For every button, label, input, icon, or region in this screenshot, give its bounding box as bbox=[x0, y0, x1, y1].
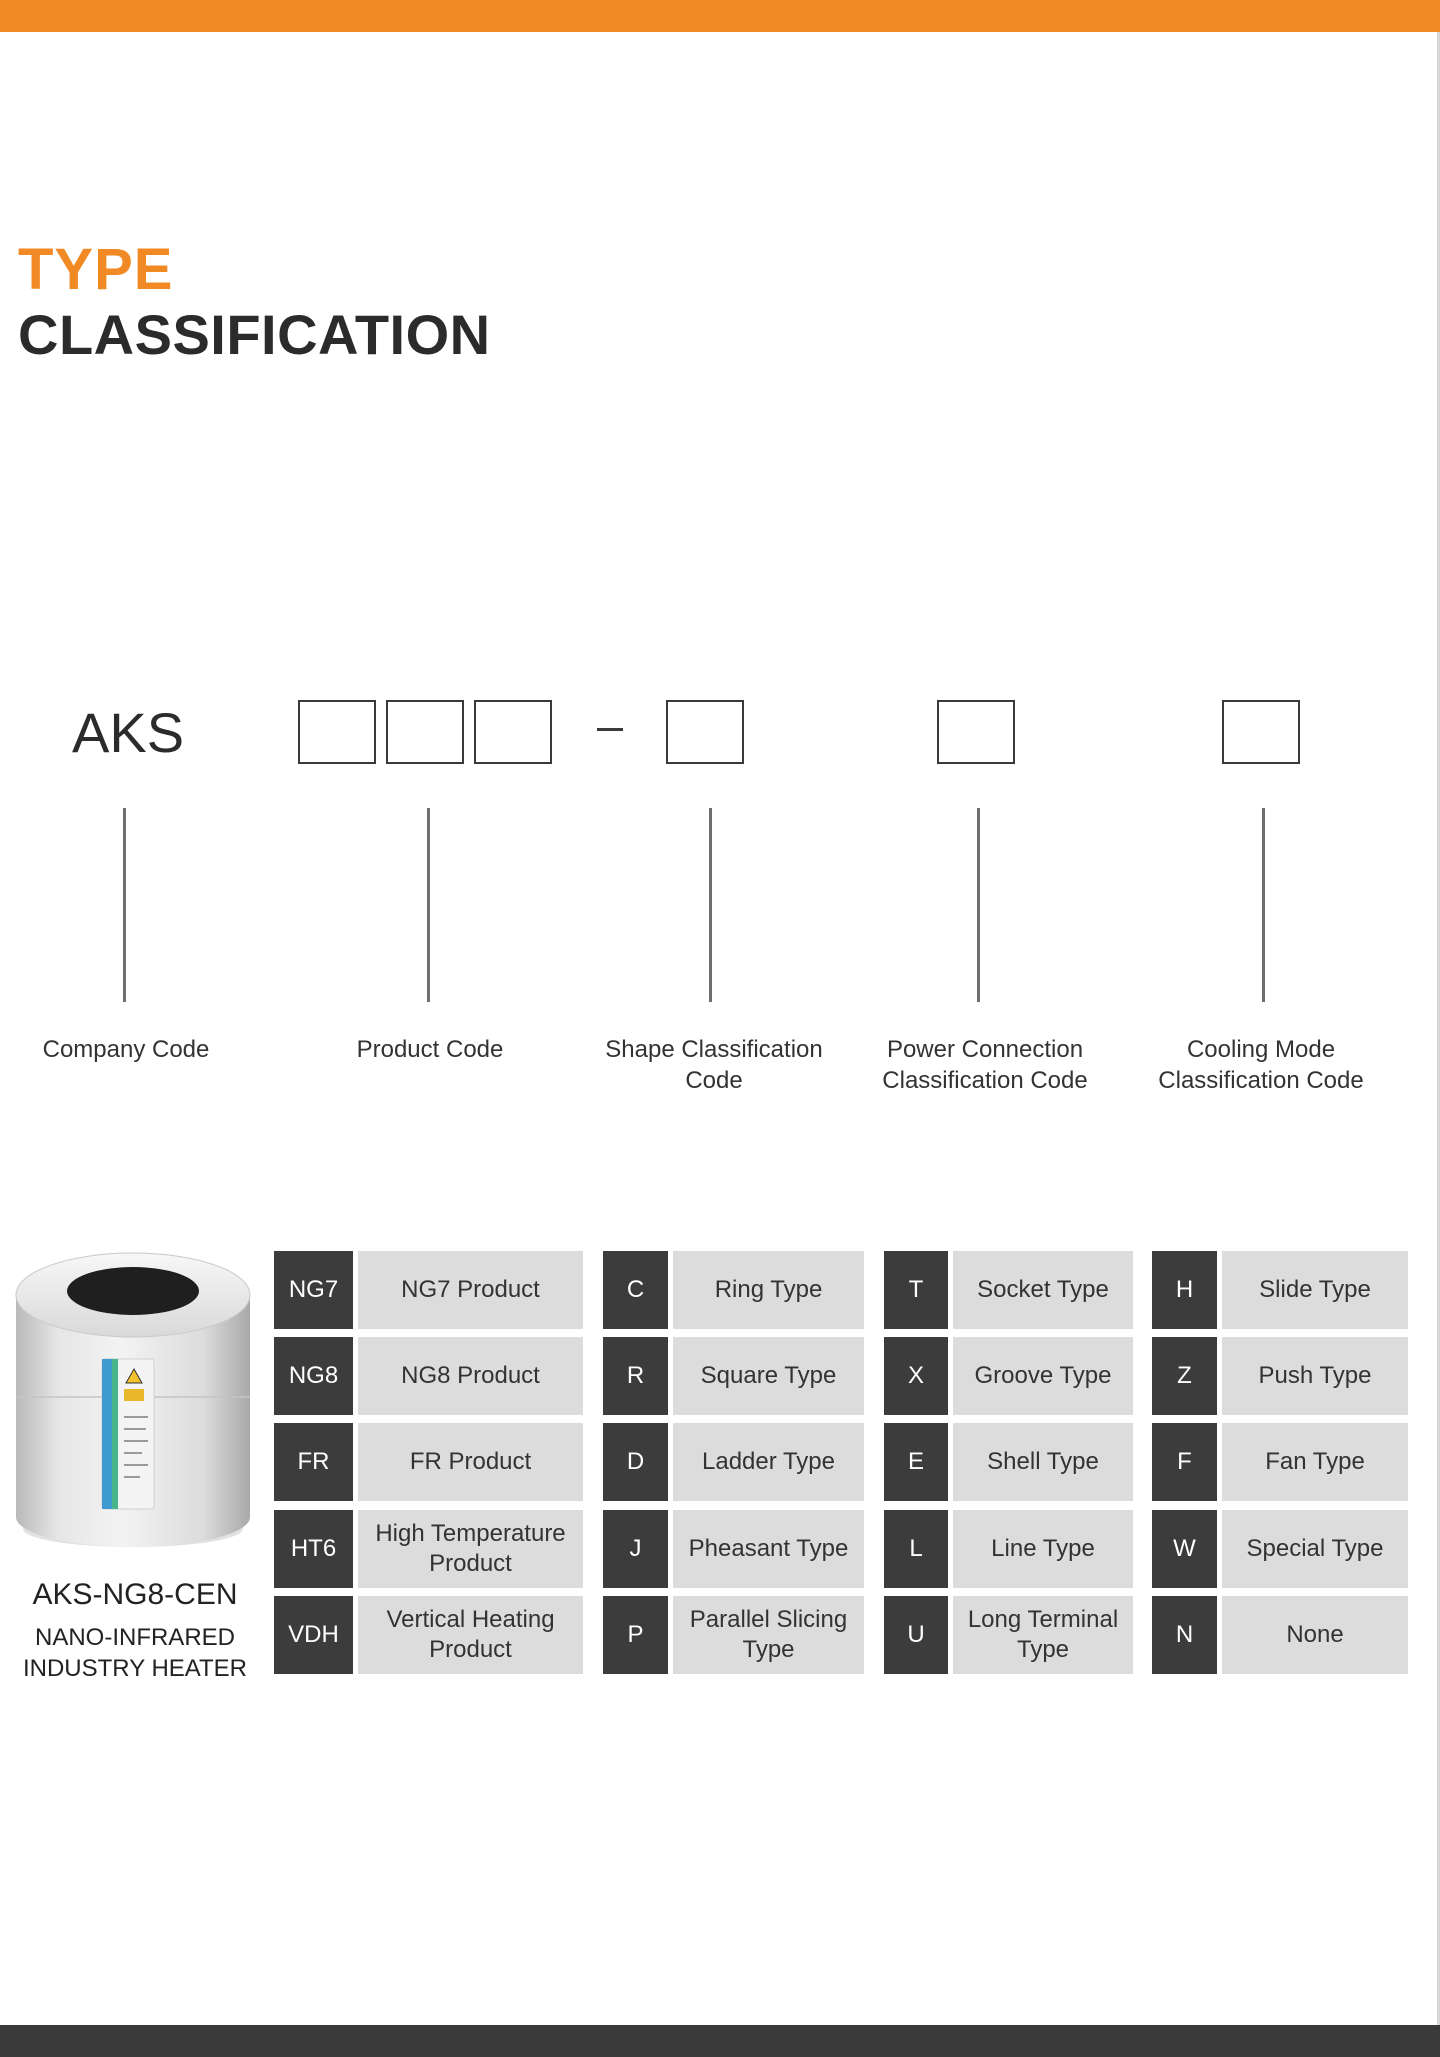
type-label-cell: Socket Type bbox=[953, 1251, 1133, 1329]
top-accent-bar bbox=[0, 0, 1440, 32]
code-cell: L bbox=[884, 1510, 948, 1588]
type-label-cell: Slide Type bbox=[1222, 1251, 1408, 1329]
power-code-box bbox=[937, 700, 1015, 764]
title-line-classification: CLASSIFICATION bbox=[18, 303, 491, 367]
type-label-cell: Groove Type bbox=[953, 1337, 1133, 1415]
product-code-connector bbox=[427, 808, 430, 1002]
product-model-name: AKS-NG8-CEN bbox=[32, 1578, 238, 1611]
type-label-cell: Vertical Heating Product bbox=[358, 1596, 583, 1674]
product-code-box-2 bbox=[386, 700, 464, 764]
type-label-cell: High Temperature Product bbox=[358, 1510, 583, 1588]
bottom-footer-bar bbox=[0, 2025, 1440, 2057]
type-label-cell: Parallel Slicing Type bbox=[673, 1596, 864, 1674]
code-cell: VDH bbox=[274, 1596, 353, 1674]
cooling-code-box bbox=[1222, 700, 1300, 764]
code-cell: C bbox=[603, 1251, 668, 1329]
code-cell: H bbox=[1152, 1251, 1217, 1329]
code-cell: E bbox=[884, 1423, 948, 1501]
shape-code-connector bbox=[709, 808, 712, 1002]
code-cell: Z bbox=[1152, 1337, 1217, 1415]
type-label-cell: Pheasant Type bbox=[673, 1510, 864, 1588]
code-cell: X bbox=[884, 1337, 948, 1415]
code-cell: N bbox=[1152, 1596, 1217, 1674]
product-description: NANO-INFRARED INDUSTRY HEATER bbox=[22, 1624, 248, 1682]
code-cell: FR bbox=[274, 1423, 353, 1501]
field-label-power: Power Connection Classification Code bbox=[882, 1036, 1088, 1094]
code-cell: P bbox=[603, 1596, 668, 1674]
code-cell: U bbox=[884, 1596, 948, 1674]
type-label-cell: Shell Type bbox=[953, 1423, 1133, 1501]
code-separator-dash bbox=[597, 728, 623, 731]
product-code-box-3 bbox=[474, 700, 552, 764]
type-label-cell: Square Type bbox=[673, 1337, 864, 1415]
company-prefix: AKS bbox=[72, 701, 185, 764]
power-code-connector bbox=[977, 808, 980, 1002]
code-cell: D bbox=[603, 1423, 668, 1501]
cooling-code-connector bbox=[1262, 808, 1265, 1002]
field-label-cooling: Cooling Mode Classification Code bbox=[1158, 1036, 1364, 1094]
code-cell: F bbox=[1152, 1423, 1217, 1501]
type-label-cell: None bbox=[1222, 1596, 1408, 1674]
type-label-cell: Ring Type bbox=[673, 1251, 864, 1329]
type-label-cell: Ladder Type bbox=[673, 1423, 864, 1501]
cylindrical-heater-image bbox=[10, 1247, 256, 1557]
company-code-connector bbox=[123, 808, 126, 1002]
code-cell: R bbox=[603, 1337, 668, 1415]
type-label-cell: Fan Type bbox=[1222, 1423, 1408, 1501]
field-label-shape: Shape Classification Code bbox=[605, 1036, 823, 1094]
shape-code-box bbox=[666, 700, 744, 764]
type-label-cell: Push Type bbox=[1222, 1337, 1408, 1415]
code-cell: HT6 bbox=[274, 1510, 353, 1588]
code-cell: NG7 bbox=[274, 1251, 353, 1329]
product-code-box-1 bbox=[298, 700, 376, 764]
type-label-cell: NG8 Product bbox=[358, 1337, 583, 1415]
type-label-cell: Line Type bbox=[953, 1510, 1133, 1588]
type-label-cell: Special Type bbox=[1222, 1510, 1408, 1588]
code-cell: J bbox=[603, 1510, 668, 1588]
code-cell: NG8 bbox=[274, 1337, 353, 1415]
field-label-product: Product Code bbox=[356, 1036, 504, 1063]
page-title bbox=[18, 237, 491, 367]
code-cell: W bbox=[1152, 1510, 1217, 1588]
field-label-company: Company Code bbox=[42, 1036, 210, 1063]
title-line-type: TYPE bbox=[18, 237, 174, 303]
type-label-cell: NG7 Product bbox=[358, 1251, 583, 1329]
type-label-cell: Long Terminal Type bbox=[953, 1596, 1133, 1674]
code-cell: T bbox=[884, 1251, 948, 1329]
type-label-cell: FR Product bbox=[358, 1423, 583, 1501]
